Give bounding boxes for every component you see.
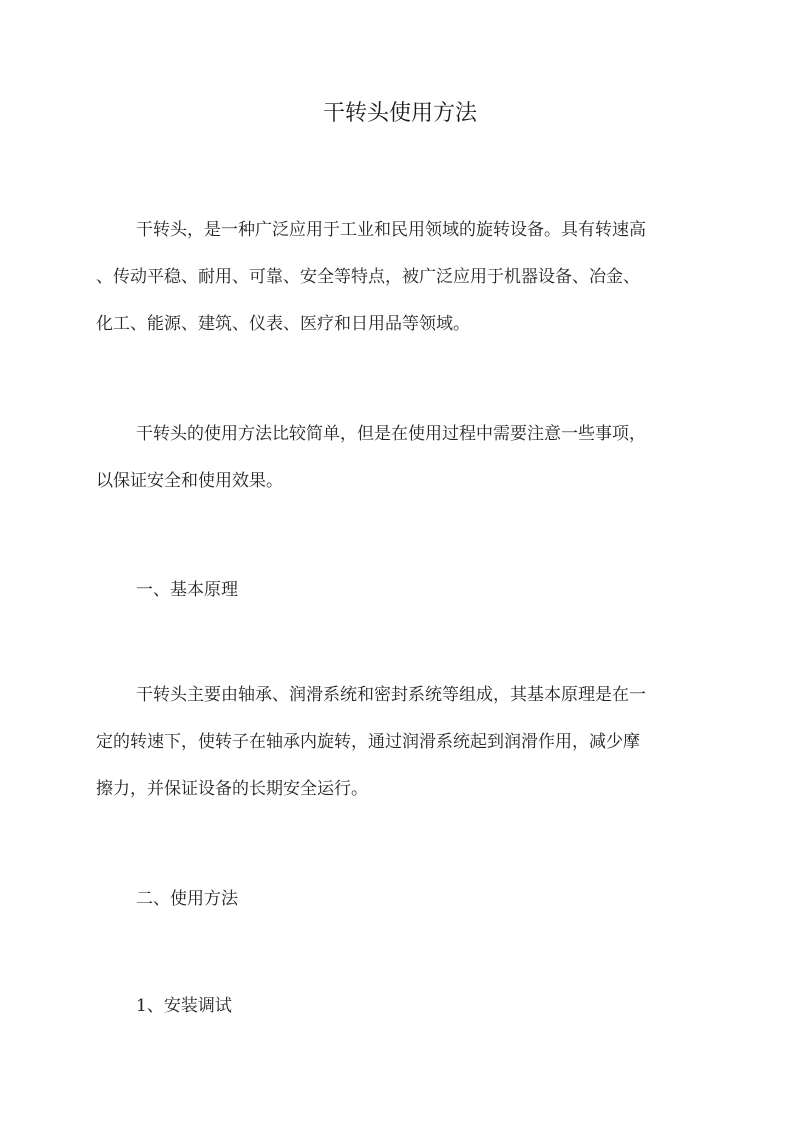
principle-line-3: 擦力，并保证设备的长期安全运行。 xyxy=(96,779,368,799)
subsection-heading-installation: 1、安装调试 xyxy=(136,996,232,1016)
usage-note-line-1: 干转头的使用方法比较简单，但是在使用过程中需要注意一些事项， xyxy=(136,424,646,444)
intro-paragraph xyxy=(96,207,706,348)
basic-principle-paragraph xyxy=(96,672,706,813)
intro-line-3: 化工、能源、建筑、仪表、医疗和日用品等领域。 xyxy=(96,314,470,334)
principle-line-1: 干转头主要由轴承、润滑系统和密封系统等组成，其基本原理是在一 xyxy=(136,685,646,705)
intro-line-2: 、传动平稳、耐用、可靠、安全等特点，被广泛应用于机器设备、冶金、 xyxy=(96,267,640,287)
section-heading-usage-method: 二、使用方法 xyxy=(136,889,238,909)
usage-note-paragraph xyxy=(96,411,706,505)
principle-line-2: 定的转速下，使转子在轴承内旋转，通过润滑系统起到润滑作用，减少摩 xyxy=(96,732,640,752)
section-heading-basic-principle: 一、基本原理 xyxy=(136,580,238,600)
usage-note-line-2: 以保证安全和使用效果。 xyxy=(96,471,283,491)
document-title: 干转头使用方法 xyxy=(322,101,477,126)
intro-line-1: 干转头，是一种广泛应用于工业和民用领域的旋转设备。具有转速高 xyxy=(136,220,646,240)
